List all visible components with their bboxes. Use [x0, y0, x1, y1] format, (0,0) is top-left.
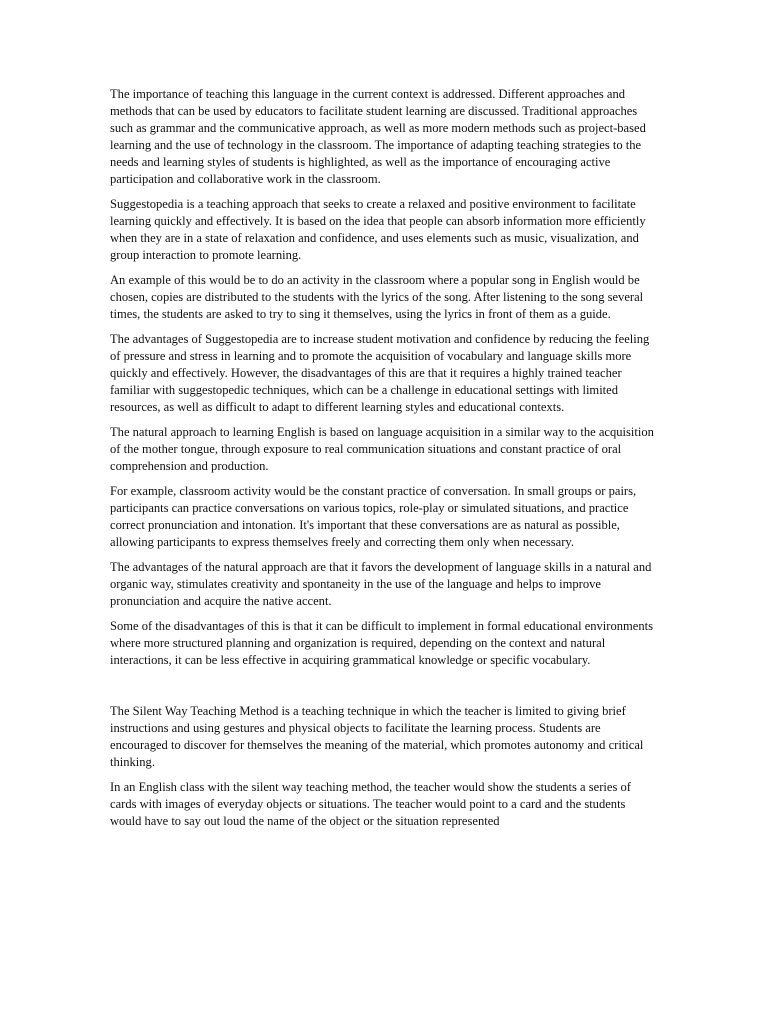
document-page	[110, 86, 658, 838]
paragraph-silent-way-example: In an English class with the silent way teaching method, the teacher would show the students a series of cards with images of everyday objects or situations. The teacher would point to a card and the students would have to say out loud the name of the object or the situation represented	[110, 780, 631, 828]
paragraph-natural-approach-definition: The natural approach to learning English is based on language acquisition in a similar way to the acquisition of the mother tongue, through exposure to real communication situations and constant practice of oral comprehension and production.	[110, 425, 654, 473]
paragraph-intro: The importance of teaching this language in the current context is addressed. Different approaches and methods that can be used by educators to facilitate student learning are discussed. Traditional approaches such as grammar and the communicative approach, as well as more modern methods such as project-based learning and the use of technology in the classroom. The importance of adapting teaching strategies to the needs and learning styles of students is highlighted, as well as the importance of encouraging active participation and collaborative work in the classroom.	[110, 87, 646, 186]
paragraph-natural-approach-disadvantages: Some of the disadvantages of this is that it can be difficult to implement in formal educational environments where more structured planning and organization is required, depending on the context and natural interactions, it can be less effective in acquiring grammatical knowledge or specific vocabulary.	[110, 619, 653, 667]
paragraph-suggestopedia-definition: Suggestopedia is a teaching approach that seeks to create a relaxed and positive environment to facilitate learning quickly and effectively. It is based on the idea that people can absorb information more efficiently when they are in a state of relaxation and confidence, and uses elements such as music, visualization, and group interaction to promote learning.	[110, 197, 646, 262]
paragraph-silent-way-definition: The Silent Way Teaching Method is a teaching technique in which the teacher is limited to giving brief instructions and using gestures and physical objects to facilitate the learning process. Students are encouraged to discover for themselves the meaning of the material, which promotes autonomy and critical thinking.	[110, 704, 644, 769]
paragraph-natural-approach-advantages: The advantages of the natural approach are that it favors the development of language skills in a natural and organic way, stimulates creativity and spontaneity in the use of the language and helps to improve pronunciation and acquire the native accent.	[110, 560, 652, 608]
paragraph-suggestopedia-example: An example of this would be to do an activity in the classroom where a popular song in English would be chosen, copies are distributed to the students with the lyrics of the song. After listening to the song several times, the students are asked to try to sing it themselves, using the lyrics in front of them as a guide.	[110, 273, 644, 321]
paragraph-suggestopedia-advantages: The advantages of Suggestopedia are to increase student motivation and confidence by reducing the feeling of pressure and stress in learning and to promote the acquisition of vocabulary and language skills more quickly and effectively. However, the disadvantages of this are that it requires a highly trained teacher familiar with suggestopedic techniques, which can be a challenge in educational settings with limited resources, as well as difficult to adapt to different learning styles and educational contexts.	[110, 332, 650, 414]
paragraph-natural-approach-example: For example, classroom activity would be the constant practice of conversation. In small groups or pairs, participants can practice conversations on various topics, role-play or simulated situations, and practice correct pronunciation and intonation. It's important that these conversations are as natural as possible, allowing participants to express themselves freely and correcting them only when necessary.	[110, 484, 637, 549]
